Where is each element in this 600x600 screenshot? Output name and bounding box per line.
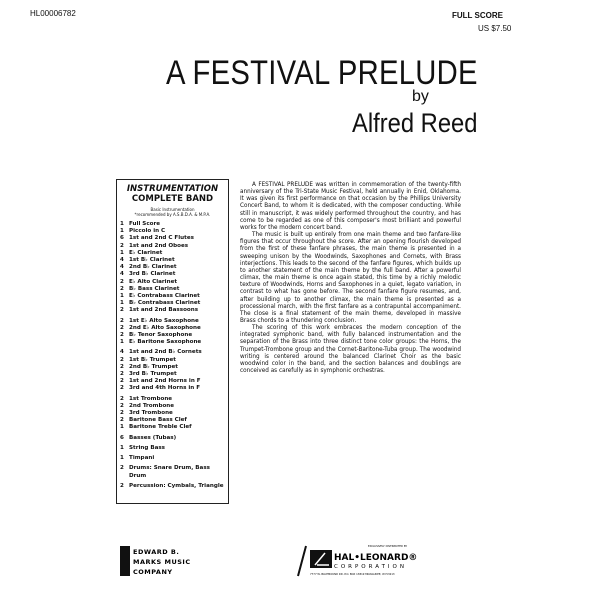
instrument-qty: 2	[120, 363, 124, 370]
instrument-name: B♭ Bass Clarinet	[129, 285, 180, 292]
instrument-name: 1st E♭ Alto Saxophone	[129, 317, 199, 324]
composer-name: Alfred Reed	[352, 108, 478, 138]
instrument-name: 1st and 2nd Oboes	[129, 242, 189, 249]
instrument-name: E♭ Contrabass Clarinet	[129, 293, 200, 300]
instrument-name: Percussion: Cymbals, Triangle	[129, 482, 224, 489]
instrument-name: Baritone Bass Clef	[129, 417, 187, 424]
instrument-qty: 6	[120, 235, 124, 242]
instrument-qty: 2	[120, 317, 124, 324]
hal-leonard-logo	[310, 544, 417, 576]
description-text	[240, 182, 461, 375]
instrument-name: 2nd B♭ Trumpet	[129, 363, 178, 370]
instrument-name: 1st and 2nd Bassoons	[129, 307, 199, 314]
instrument-item	[120, 465, 225, 479]
instrument-item	[120, 396, 225, 403]
instrument-item	[120, 410, 225, 417]
instrument-item	[120, 455, 225, 462]
instrument-item	[120, 279, 225, 286]
instrument-name: 3rd Trombone	[129, 410, 173, 417]
instrument-item	[120, 221, 225, 228]
instrument-name: Timpani	[129, 455, 155, 462]
instrument-qty: 6	[120, 434, 124, 441]
svg-text:HAL•LEONARD®: HAL•LEONARD®	[334, 553, 418, 563]
instrument-name: B♭ Contrabass Clarinet	[129, 300, 201, 307]
instrument-name: Basses (Tubas)	[129, 434, 177, 441]
page-title: A FESTIVAL PRELUDE	[166, 54, 478, 92]
instrument-qty: 1	[120, 339, 124, 346]
edward-b-marks-logo	[120, 546, 191, 576]
instrument-qty: 1	[120, 300, 124, 307]
instrument-qty: 2	[120, 385, 124, 392]
instrument-name: 1st and 2nd Horns in F	[129, 378, 201, 385]
instrument-name: E♭ Clarinet	[129, 249, 163, 256]
instrument-name: 3rd and 4th Horns in F	[129, 385, 201, 392]
instrument-name: 3rd B♭ Clarinet	[129, 271, 176, 278]
instrument-item	[120, 332, 225, 339]
instrument-item	[120, 325, 225, 332]
instrument-qty: 4	[120, 257, 124, 264]
instrument-qty: 2	[120, 324, 124, 331]
instrument-qty: 2	[120, 307, 124, 314]
description-paragraph: A FESTIVAL PRELUDE was written in commemoration of the twenty-fifth anniversary of the Tri-State Music Festival, held annually in Enid, Oklahoma. It was given its first performance on that occasion by the Phillips University Concert Band, to whom it is dedicated, with the composer conducting. While still in manuscript, it was widely performed throughout the country, and has come to be regarded as one of this composer's most brilliant and powerful works for the modern concert band.	[240, 182, 461, 231]
catalog-number: HL00006782	[30, 9, 76, 18]
instrument-name: String Bass	[129, 444, 166, 451]
instrument-name: E♭ Alto Clarinet	[129, 278, 178, 285]
svg-text:CORPORATION: CORPORATION	[334, 564, 407, 570]
instrument-item	[120, 349, 225, 356]
instrument-qty: 1	[120, 221, 124, 227]
instrument-item	[120, 445, 225, 452]
description-paragraph: The music is built up entirely from one main theme and two fanfare-like figures that occur throughout the score. After an opening flourish developed from the first of these fanfare phrases, the main theme is presented in a sweeping unison by the Woodwinds, Saxophones and Cornets, with Brass interjections. This leads to the second of the fanfare figures, which builds up to another statement of the main theme by the full band. After a powerful climax, the main theme is once again stated, this time by a richly melodic texture of Woodwinds, Horns and Saxophones in a quiet, legato variation, in contrast to what has gone before. The second fanfare figure resumes, and, after building up to another climax, the main theme is presented as a processional march, with the first fanfare as a contrapuntal accompaniment. The close is a final statement of the main theme, developed in massive Brass chords to a thundering conclusion.	[240, 232, 461, 324]
instrument-qty: 2	[120, 356, 124, 363]
instrument-item	[120, 235, 225, 242]
instrument-qty: 2	[120, 285, 124, 292]
instrumentation-box	[116, 179, 229, 504]
instrument-qty: 2	[120, 378, 124, 385]
distributor-address: 7777 W. BLUEMOUND RD. P.O. BOX 13819 MILWAUKEE, WI 53213	[310, 573, 395, 576]
instrument-qty: 1	[120, 455, 124, 462]
instrument-qty: 1	[120, 424, 124, 431]
instrumentation-note: Basic Instrumentation	[150, 207, 195, 212]
instrument-item	[120, 264, 225, 271]
instrument-item	[120, 307, 225, 314]
instrument-name: Baritone Treble Clef	[129, 424, 192, 431]
svg-text:MARKS MUSIC: MARKS MUSIC	[133, 558, 191, 566]
instrument-qty: 2	[120, 465, 124, 472]
instrument-name: 1st B♭ Clarinet	[129, 257, 175, 264]
instrument-qty: 2	[120, 410, 124, 417]
instrument-item	[120, 364, 225, 371]
instrument-name: 1st Trombone	[129, 395, 173, 402]
instrument-item	[120, 228, 225, 235]
score-type: FULL SCORE	[452, 11, 503, 20]
instrument-qty: 1	[120, 228, 124, 235]
instrument-qty: 2	[120, 278, 124, 285]
instrument-item	[120, 403, 225, 410]
instrument-item	[120, 417, 225, 424]
instrument-name: Piccolo in C	[129, 228, 166, 235]
instrument-name: 1st and 2nd B♭ Cornets	[129, 349, 202, 356]
instrument-name: E♭ Baritone Saxophone	[129, 339, 202, 346]
instrument-qty: 4	[120, 271, 124, 278]
instrument-item	[120, 357, 225, 364]
instrument-item	[120, 257, 225, 264]
svg-text:EDWARD B.: EDWARD B.	[133, 548, 180, 556]
instrument-item	[120, 318, 225, 325]
instrument-qty: 2	[120, 242, 124, 249]
instrument-name: 1st B♭ Trumpet	[129, 356, 176, 363]
instrument-item	[120, 435, 225, 442]
instrument-item	[120, 339, 225, 346]
instrument-name: 2nd B♭ Clarinet	[129, 264, 177, 271]
instrument-qty: 4	[120, 349, 124, 356]
instrument-name: 1st and 2nd C Flutes	[129, 235, 194, 242]
instrument-name: 2nd Trombone	[129, 402, 175, 409]
instrument-item	[120, 286, 225, 293]
instrument-item	[120, 271, 225, 278]
instrument-qty: 2	[120, 332, 124, 339]
logo-divider	[298, 546, 306, 576]
by-label: by	[412, 88, 429, 105]
instrumentation-recommend-note: *recommended by A.S.B.D.A. & M.P.A.	[134, 212, 211, 217]
instrument-qty: 1	[120, 444, 124, 451]
instrument-qty: 2	[120, 371, 124, 378]
instrument-qty: 2	[120, 395, 124, 402]
instrument-item	[120, 243, 225, 250]
instrumentation-heading: INSTRUMENTATION	[126, 184, 219, 194]
instrument-name: Full Score	[129, 221, 161, 227]
instrument-item	[120, 250, 225, 257]
instrument-item	[120, 378, 225, 385]
instrument-item	[120, 371, 225, 378]
instrument-name: Drums: Snare Drum, Bass Drum	[129, 465, 210, 479]
instrument-qty: 1	[120, 293, 124, 300]
price: US $7.50	[478, 24, 512, 33]
instrument-qty: 1	[120, 249, 124, 256]
instrument-item	[120, 385, 225, 392]
description-paragraph: The scoring of this work embraces the modern conception of the integrated symphonic band, with fully balanced instrumentation and the separation of the Brass into three distinct tone color groups: the Horns, the Trumpet-Trombone group and the Cornet-Baritone-Tuba group. The woodwind writing is centered around the balanced Clarinet Choir as the basic woodwind color in the band, and the section balances and doublings are conceived as carefully as in symphonic orchestras.	[240, 325, 461, 375]
publisher-logos	[120, 540, 520, 582]
instrument-qty: 2	[120, 482, 124, 489]
complete-band-heading: COMPLETE BAND	[131, 194, 214, 204]
instrument-qty: 2	[120, 417, 124, 424]
instrument-qty: 2	[120, 402, 124, 409]
instrument-list	[120, 221, 225, 490]
instrument-item	[120, 293, 225, 300]
distributed-by: EXCLUSIVELY DISTRIBUTED BY	[368, 545, 408, 548]
svg-text:COMPANY: COMPANY	[133, 568, 173, 576]
instrument-item	[120, 300, 225, 307]
instrument-qty: 4	[120, 264, 124, 271]
instrument-item	[120, 424, 225, 431]
instrument-name: 3rd B♭ Trumpet	[129, 371, 177, 378]
instrument-name: B♭ Tenor Saxophone	[129, 332, 193, 339]
instrument-item	[120, 483, 225, 490]
instrument-name: 2nd E♭ Alto Saxophone	[129, 324, 201, 331]
